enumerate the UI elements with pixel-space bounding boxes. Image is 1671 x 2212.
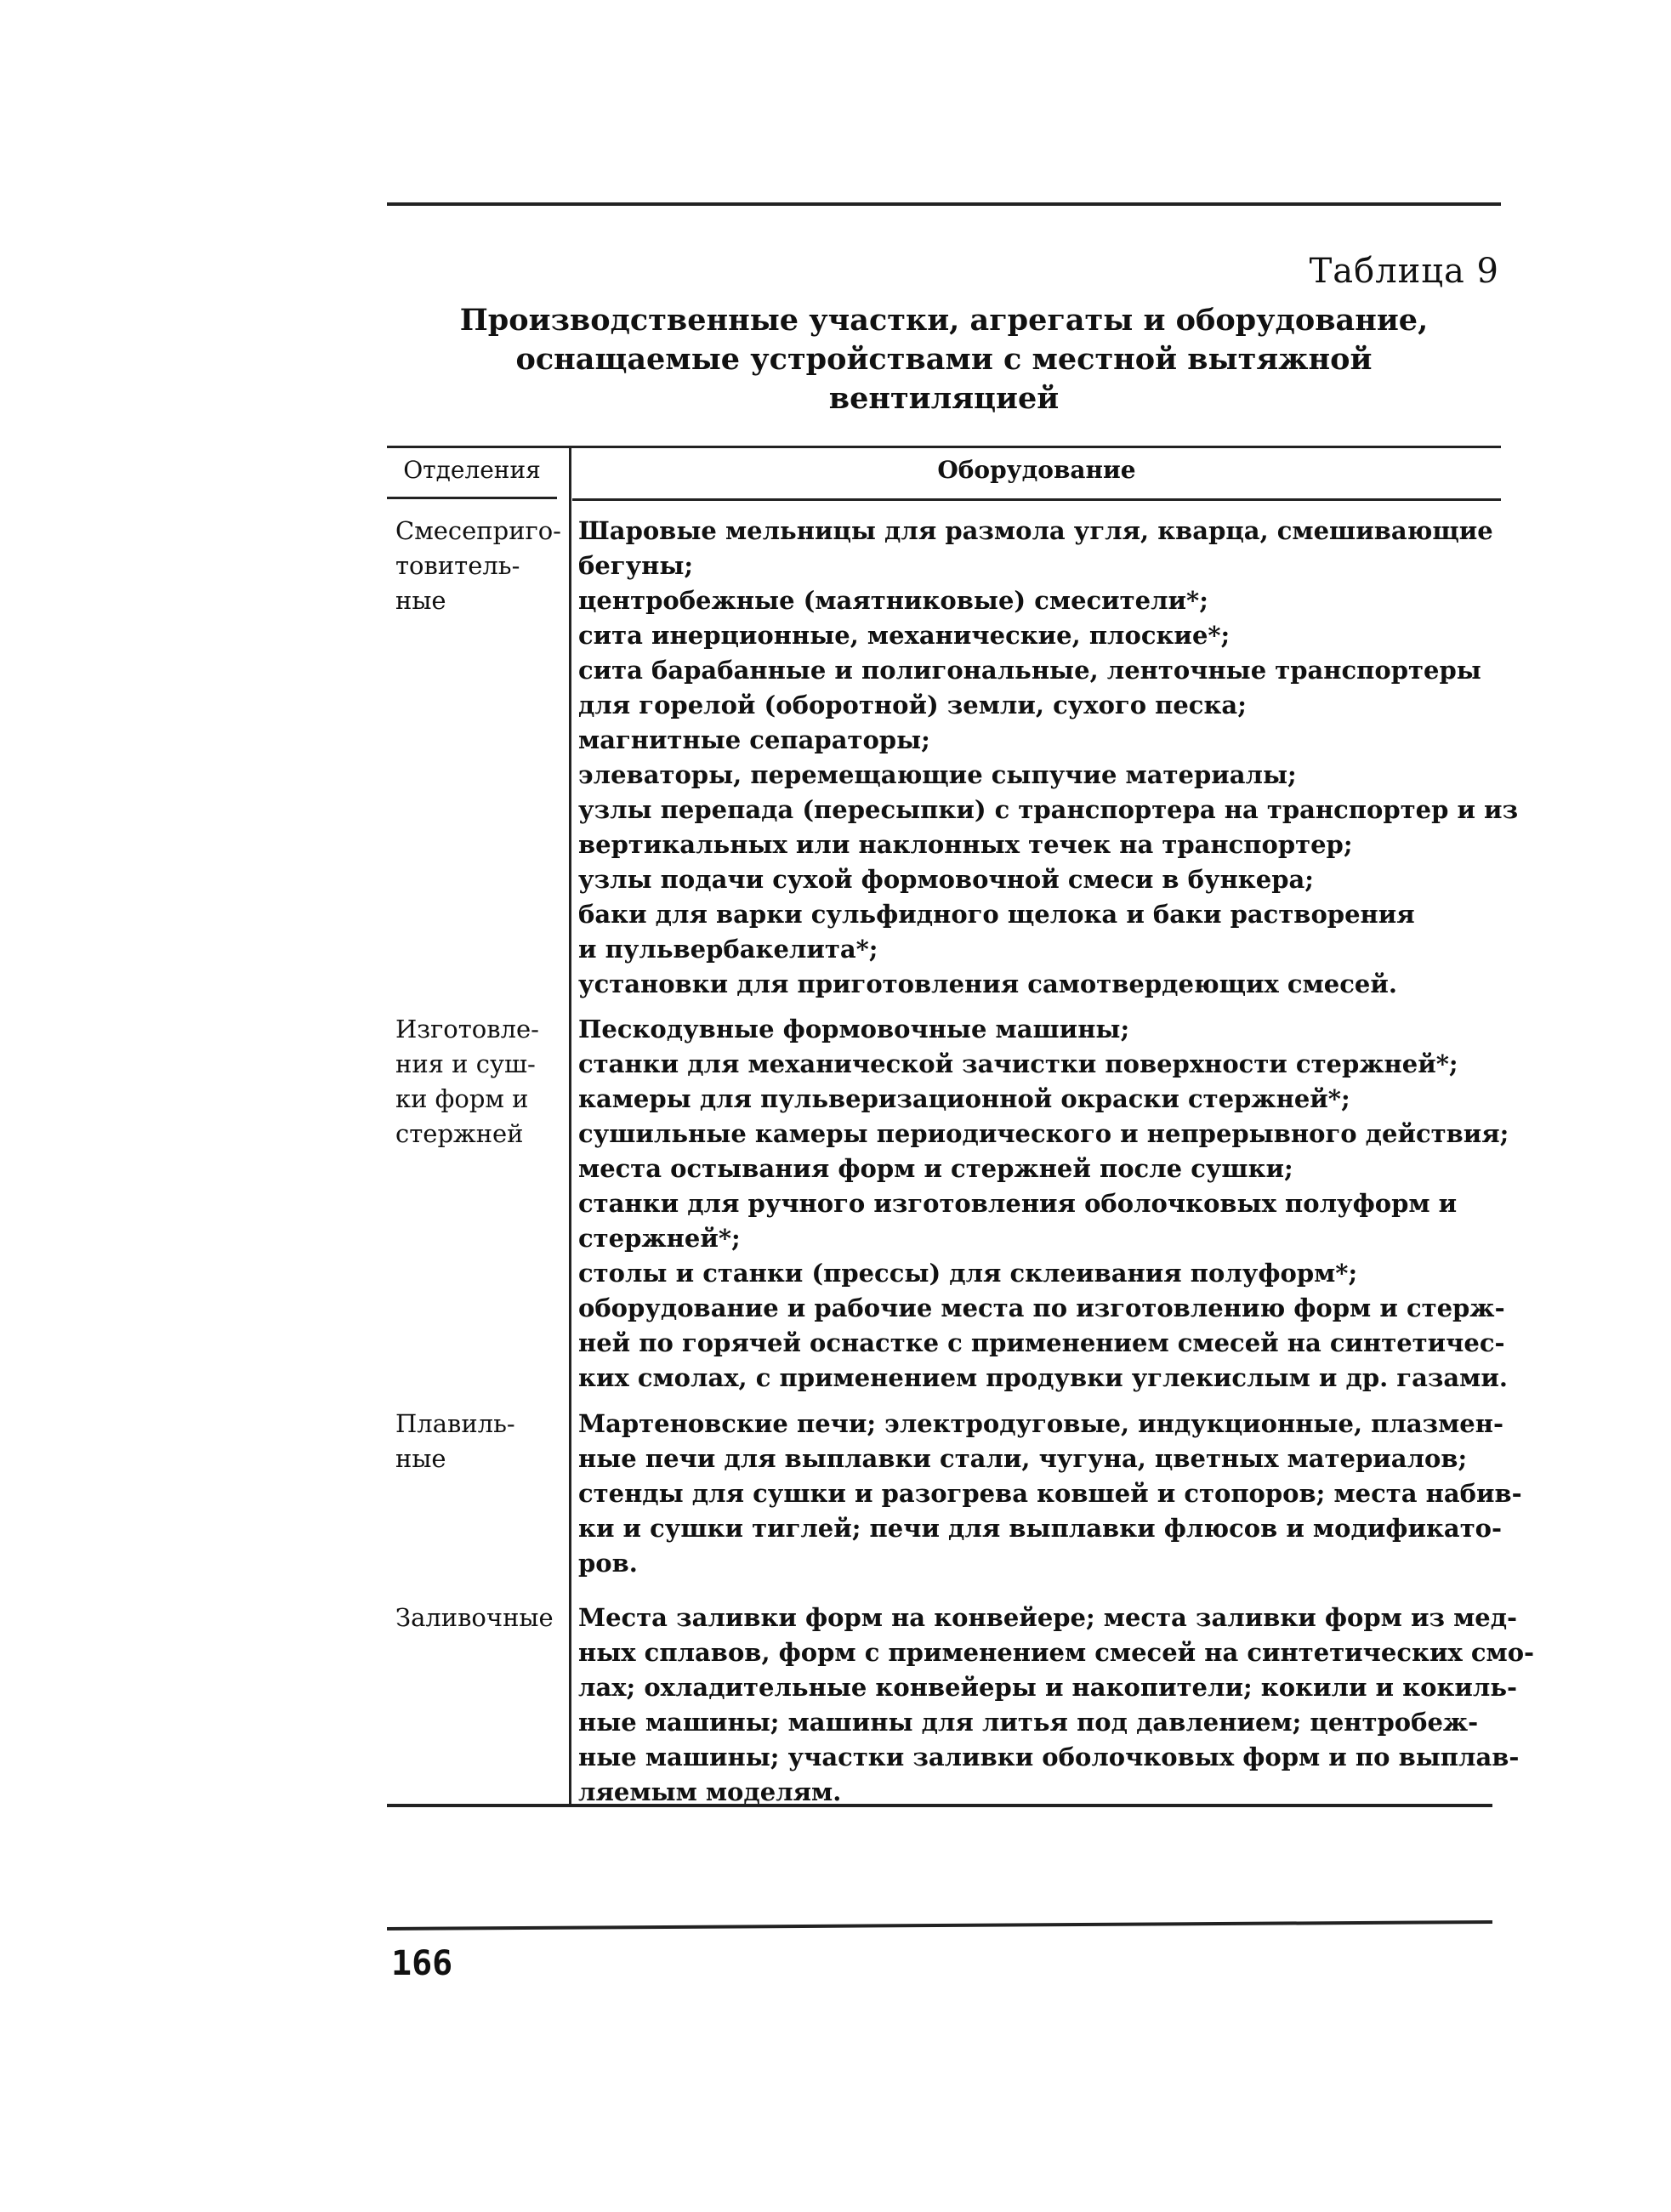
equipment-line: баки для варки сульфидного щелока и баки растворения (578, 900, 1415, 929)
department-cell (395, 1407, 566, 1476)
equipment-line: и пульвербакелита*; (578, 935, 878, 964)
department-line: Заливочные (395, 1603, 554, 1632)
equipment-line: оборудование и рабочие места по изготовлению форм и стерж- (578, 1294, 1505, 1322)
equipment-line: ные машины; машины для литья под давлением; центробеж- (578, 1708, 1479, 1737)
footer-rule (387, 1920, 1492, 1931)
header-rule-right (572, 498, 1501, 501)
department-line: ния и суш- (395, 1049, 536, 1078)
table-title (387, 301, 1501, 418)
equipment-line: Места заливки форм на конвейере; места заливки форм из мед- (578, 1603, 1518, 1632)
department-line: стержней (395, 1119, 524, 1148)
equipment-line: сита барабанные и полигональные, ленточные транспортеры (578, 656, 1481, 685)
department-line: Смесеприго- (395, 516, 561, 545)
equipment-cell (578, 514, 1519, 1002)
department-cell (395, 514, 566, 618)
department-line: ные (395, 1444, 446, 1473)
equipment-line: ней по горячей оснастке с применением смесей на синтетичес- (578, 1328, 1505, 1357)
equipment-cell (578, 1012, 1509, 1396)
page-number: 166 (391, 1944, 453, 1983)
equipment-line: узлы подачи сухой формовочной смеси в бункера; (578, 865, 1314, 894)
header-department: Отделения (403, 456, 541, 484)
equipment-line: ров. (578, 1549, 638, 1578)
equipment-line: вертикальных или наклонных течек на транспортер; (578, 830, 1353, 859)
equipment-line: станки для ручного изготовления оболочковых полуформ и (578, 1189, 1458, 1218)
equipment-line: ких смолах, с применением продувки углекислым и др. газами. (578, 1363, 1508, 1392)
top-rule (387, 202, 1501, 206)
equipment-line: сита инерционные, механические, плоские*; (578, 621, 1231, 650)
equipment-line: центробежные (маятниковые) смесители*; (578, 586, 1208, 615)
column-divider (569, 446, 571, 1806)
equipment-line: стержней*; (578, 1224, 741, 1253)
department-line: товитель- (395, 551, 520, 580)
equipment-cell (578, 1407, 1522, 1581)
department-line: ки форм и (395, 1084, 529, 1113)
equipment-line: Шаровые мельницы для размола угля, кварца, смешивающие (578, 516, 1493, 545)
equipment-line: ки и сушки тиглей; печи для выплавки флюсов и модификато- (578, 1514, 1503, 1543)
equipment-line: Мартеновские печи; электродуговые, индукционные, плазмен- (578, 1409, 1504, 1438)
equipment-line: станки для механической зачистки поверхности стержней*; (578, 1049, 1458, 1078)
equipment-line: ных сплавов, форм с применением смесей на синтетических смо- (578, 1638, 1535, 1667)
equipment-line: лах; охладительные конвейеры и накопители; кокили и кокиль- (578, 1673, 1518, 1702)
equipment-line: ные печи для выплавки стали, чугуна, цветных материалов; (578, 1444, 1468, 1473)
department-cell (395, 1601, 566, 1635)
department-line: ные (395, 586, 446, 615)
table-top-rule (387, 446, 1501, 448)
equipment-line: сушильные камеры периодического и непрерывного действия; (578, 1119, 1509, 1148)
equipment-line: установки для приготовления самотвердеющих смесей. (578, 970, 1397, 998)
equipment-line: ные машины; участки заливки оболочковых форм и по выплав- (578, 1743, 1520, 1771)
equipment-line: места остывания форм и стержней после сушки; (578, 1154, 1293, 1183)
equipment-line: столы и станки (прессы) для склеивания полуформ*; (578, 1259, 1358, 1288)
equipment-line: ляемым моделям. (578, 1777, 842, 1806)
equipment-line: магнитные сепараторы; (578, 725, 930, 754)
header-rule-left (387, 497, 557, 499)
equipment-cell (578, 1601, 1535, 1810)
department-line: Плавиль- (395, 1409, 515, 1438)
equipment-line: элеваторы, перемещающие сыпучие материалы; (578, 760, 1297, 789)
title-line: вентиляцией (828, 381, 1060, 416)
title-line: Производственные участки, агрегаты и оборудование, (459, 303, 1429, 338)
department-cell (395, 1012, 566, 1151)
equipment-line: камеры для пульверизационной окраски стержней*; (578, 1084, 1350, 1113)
header-equipment: Оборудование (937, 456, 1136, 484)
table-number: Таблица 9 (1309, 252, 1499, 291)
department-line: Изготовле- (395, 1015, 539, 1043)
title-line: оснащаемые устройствами с местной вытяжной (515, 342, 1373, 377)
equipment-line: Пескодувные формовочные машины; (578, 1015, 1130, 1043)
equipment-line: узлы перепада (пересыпки) с транспортера на транспортер и из (578, 795, 1519, 824)
equipment-line: стенды для сушки и разогрева ковшей и стопоров; места набив- (578, 1479, 1522, 1508)
equipment-line: для горелой (оборотной) земли, сухого песка; (578, 691, 1247, 719)
equipment-line: бегуны; (578, 551, 694, 580)
